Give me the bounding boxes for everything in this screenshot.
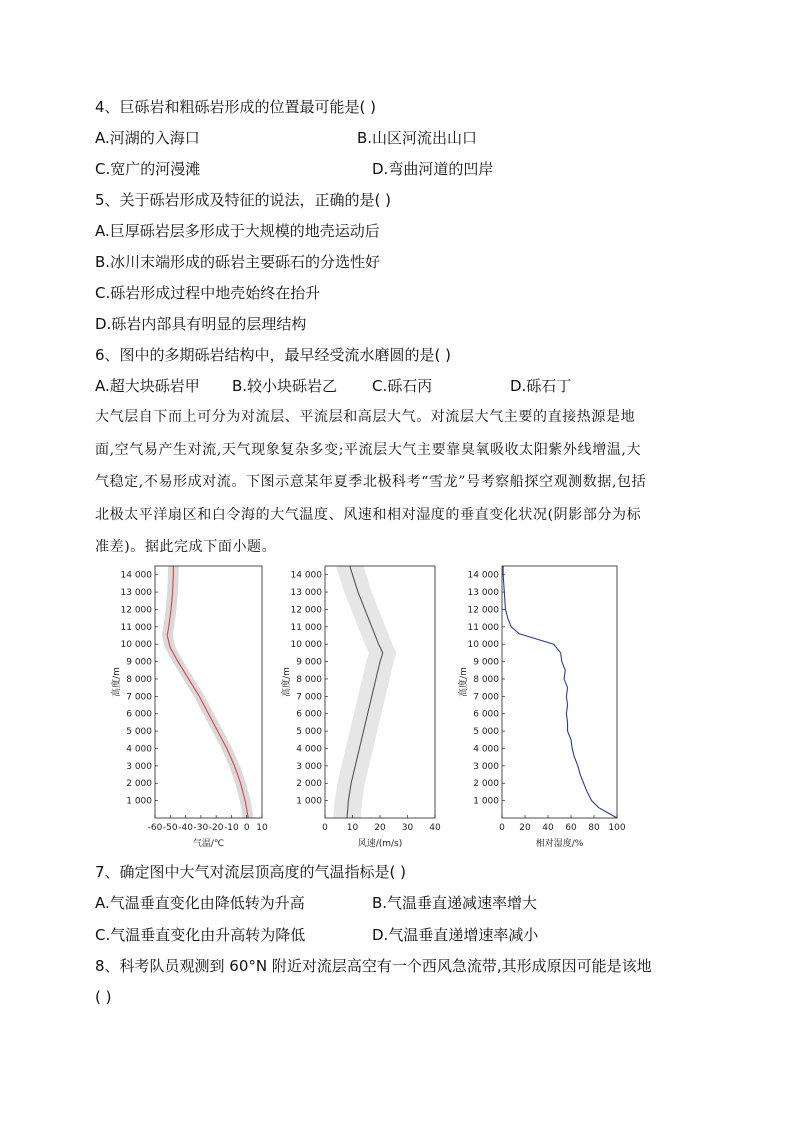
y-tick-label: 11 000 <box>467 622 499 633</box>
y-tick-label: 9 000 <box>296 657 322 668</box>
x-axis-label: 气温/℃ <box>192 839 225 849</box>
y-tick-label: 8 000 <box>126 674 152 685</box>
q5-option-d[interactable]: D.砾岩内部具有明显的层理结构 <box>95 315 307 333</box>
y-tick-label: 6 000 <box>126 709 152 720</box>
y-tick-label: 14 000 <box>467 570 499 581</box>
q7-option-c[interactable]: C.气温垂直变化由升高转为降低 <box>95 926 306 944</box>
x-tick-label: 40 <box>429 823 441 833</box>
y-tick-label: 3 000 <box>473 761 499 772</box>
y-tick-label: 5 000 <box>473 727 499 738</box>
y-tick-label: 11 000 <box>290 622 322 633</box>
x-tick-label: -60 <box>147 823 163 833</box>
y-tick-label: 14 000 <box>120 570 152 581</box>
x-tick-label: 0 <box>499 823 505 833</box>
q7-option-b[interactable]: B.气温垂直递减速率增大 <box>372 894 538 912</box>
y-tick-label: 12 000 <box>290 605 322 616</box>
chart-panel-3 <box>457 566 626 849</box>
x-tick-label: -30 <box>193 823 209 833</box>
q4-option-b[interactable]: B.山区河流出山口 <box>357 129 478 147</box>
y-tick-label: 13 000 <box>467 588 499 599</box>
y-tick-label: 4 000 <box>473 744 499 755</box>
plot-frame <box>502 566 617 818</box>
y-tick-label: 4 000 <box>126 744 152 755</box>
y-tick-label: 4 000 <box>296 744 322 755</box>
q6-option-b[interactable]: B.较小块砾岩乙 <box>232 377 338 395</box>
x-tick-label: 40 <box>542 823 554 833</box>
x-tick-label: 0 <box>243 823 250 833</box>
y-tick-label: 12 000 <box>467 605 499 616</box>
x-axis-label: 风速/(m/s) <box>357 839 403 849</box>
q4-option-d[interactable]: D.弯曲河道的凹岸 <box>372 160 494 178</box>
q7-option-a[interactable]: A.气温垂直变化由降低转为升高 <box>95 894 305 912</box>
material-line: 准差)。据此完成下面小题。 <box>95 539 277 555</box>
y-tick-label: 7 000 <box>126 692 152 703</box>
q6-stem: 6、图中的多期砾岩结构中，最早经受流水磨圆的是( ) <box>95 346 452 364</box>
y-tick-label: 8 000 <box>296 674 322 685</box>
q4-option-c[interactable]: C.宽广的河漫滩 <box>95 160 201 178</box>
x-axis-label: 相对湿度/% <box>535 839 584 849</box>
chart-panel-1 <box>110 566 268 849</box>
q5-option-c[interactable]: C.砾岩形成过程中地壳始终在抬升 <box>95 284 321 302</box>
x-tick-label: 30 <box>401 823 414 833</box>
y-tick-label: 2 000 <box>126 779 152 790</box>
y-axis-label: 高度/m <box>282 667 292 697</box>
chart-panel-2 <box>280 566 441 849</box>
y-tick-label: 5 000 <box>296 727 322 738</box>
series-line <box>503 566 617 818</box>
y-tick-label: 7 000 <box>473 692 499 703</box>
q7-option-d[interactable]: D.气温垂直递增速率减小 <box>372 926 539 944</box>
y-axis-label: 高度/m <box>459 667 469 697</box>
y-tick-label: 10 000 <box>120 640 152 651</box>
y-tick-label: 1 000 <box>296 796 322 807</box>
y-tick-label: 1 000 <box>126 796 152 807</box>
x-tick-label: -20 <box>208 823 224 833</box>
y-tick-label: 7 000 <box>296 692 322 703</box>
y-tick-label: 9 000 <box>473 657 499 668</box>
material-line: 面,空气易产生对流,天气现象复杂多变;平流层大气主要靠臭氧吸收太阳紫外线增温,大 <box>95 441 642 458</box>
y-tick-label: 2 000 <box>296 779 322 790</box>
atmosphere-profile-figure <box>0 560 794 855</box>
q8-answer-bracket: ( ) <box>95 988 112 1006</box>
y-tick-label: 12 000 <box>120 605 152 616</box>
y-tick-label: 13 000 <box>290 588 322 599</box>
x-tick-label: 0 <box>322 823 328 833</box>
y-tick-label: 5 000 <box>126 727 152 738</box>
y-tick-label: 10 000 <box>467 640 499 651</box>
x-tick-label: 20 <box>519 823 531 833</box>
y-tick-label: 3 000 <box>126 761 152 772</box>
material-line: 气稳定,不易形成对流。下图示意某年夏季北极科考“雪龙”号考察船探空观测数据,包括 <box>95 474 647 490</box>
material-line: 北极太平洋扇区和白令海的大气温度、风速和相对湿度的垂直变化状况(阴影部分为标 <box>95 506 642 523</box>
std-band <box>333 566 396 818</box>
y-tick-label: 14 000 <box>290 570 322 581</box>
y-tick-label: 9 000 <box>126 657 152 668</box>
y-tick-label: 8 000 <box>473 674 499 685</box>
y-tick-label: 2 000 <box>473 779 499 790</box>
q4-stem: 4、巨砾岩和粗砾岩形成的位置最可能是( ) <box>95 98 377 116</box>
q6-option-a[interactable]: A.超大块砾岩甲 <box>95 377 200 395</box>
x-tick-label: 10 <box>346 823 359 833</box>
y-tick-label: 3 000 <box>296 761 322 772</box>
x-tick-label: 100 <box>608 823 626 833</box>
q5-option-b[interactable]: B.冰川末端形成的砾岩主要砾石的分选性好 <box>95 253 381 271</box>
q5-stem: 5、关于砾岩形成及特征的说法，正确的是( ) <box>95 191 392 209</box>
q6-option-c[interactable]: C.砾石丙 <box>372 377 433 395</box>
y-tick-label: 1 000 <box>473 796 499 807</box>
y-tick-label: 11 000 <box>120 622 152 633</box>
y-tick-label: 13 000 <box>120 588 152 599</box>
q7-stem: 7、确定图中大气对流层顶高度的气温指标是( ) <box>95 863 407 881</box>
y-tick-label: 6 000 <box>296 709 322 720</box>
x-tick-label: -40 <box>178 823 193 833</box>
x-tick-label: 20 <box>374 823 386 833</box>
x-tick-label: 10 <box>256 823 268 833</box>
material-line: 大气层自下而上可分为对流层、平流层和高层大气。对流层大气主要的直接热源是地 <box>95 409 636 425</box>
x-tick-label: 80 <box>588 823 600 833</box>
y-tick-label: 10 000 <box>290 640 322 651</box>
q8-stem: 8、科考队员观测到 60°N 附近对流层高空有一个西风急流带,其形成原因可能是该地 <box>95 957 652 975</box>
x-tick-label: -50 <box>162 823 178 833</box>
material-paragraph <box>95 401 707 564</box>
x-tick-label: -10 <box>224 823 239 833</box>
q5-option-a[interactable]: A.巨厚砾岩层多形成于大规模的地壳运动后 <box>95 222 380 240</box>
y-tick-label: 6 000 <box>473 709 499 720</box>
q6-option-d[interactable]: D.砾石丁 <box>510 377 572 395</box>
y-axis-label: 高度/m <box>112 667 122 697</box>
x-tick-label: 60 <box>565 823 577 833</box>
q4-option-a[interactable]: A.河湖的入海口 <box>95 129 200 147</box>
